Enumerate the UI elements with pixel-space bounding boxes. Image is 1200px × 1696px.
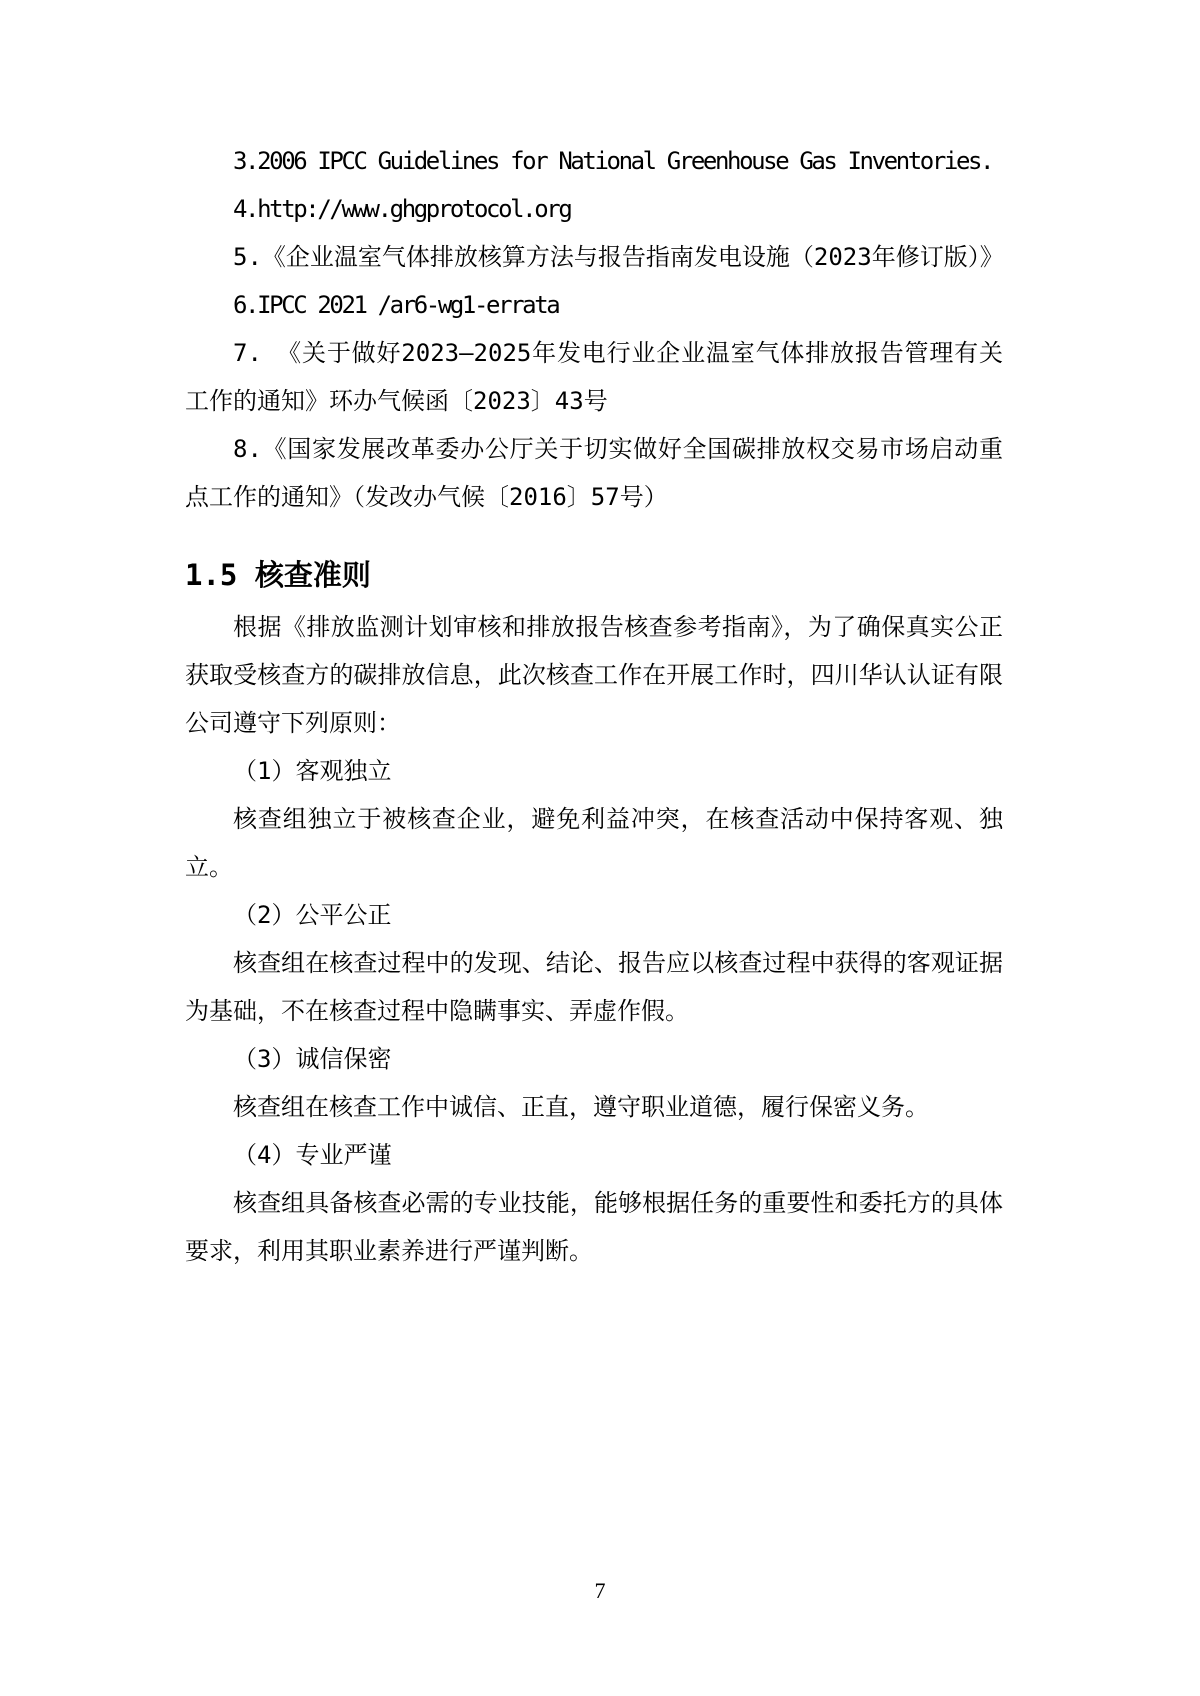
reference-item-6: 6.IPCC 2021 /ar6-wg1-errata: [233, 291, 559, 319]
reference-item-8: 8.《国家发展改革委办公厅关于切实做好全国碳排放权交易市场启动重点工作的通知》（发改办气候〔2016〕57号）: [185, 435, 1003, 511]
section-intro-paragraph: 根据《排放监测计划审核和排放报告核查参考指南》，为了确保真实公正获取受核查方的碳排放信息，此次核查工作在开展工作时，四川华认认证有限公司遵守下列原则：: [185, 613, 1003, 737]
reference-item-3: 3.2006 IPCC Guidelines for National Greenhouse Gas Inventories.: [233, 147, 993, 175]
reference-item-5: 5.《企业温室气体排放核算方法与报告指南发电设施（2023年修订版）》: [233, 243, 1004, 271]
principle-3-body: 核查组在核查工作中诚信、正直，遵守职业道德，履行保密义务。: [233, 1093, 929, 1121]
principle-3-title: （3）诚信保密: [233, 1045, 392, 1073]
page-number: 7: [594, 1578, 606, 1603]
reference-item-7: 7. 《关于做好2023—2025年发电行业企业温室气体排放报告管理有关工作的通知》环办气候函〔2023〕43号: [185, 339, 1003, 415]
page-content: [185, 137, 1003, 1275]
principle-2-title: （2）公平公正: [233, 901, 392, 929]
principle-1-body: 核查组独立于被核查企业，避免利益冲突，在核查活动中保持客观、独立。: [185, 805, 1003, 881]
principle-4-title: （4）专业严谨: [233, 1141, 392, 1169]
reference-item-4: 4.http://www.ghgprotocol.org: [233, 195, 571, 223]
section-heading: 1.5 核查准则: [185, 558, 371, 592]
principle-1-title: （1）客观独立: [233, 757, 392, 785]
principle-2-body: 核查组在核查过程中的发现、结论、报告应以核查过程中获得的客观证据为基础，不在核查过程中隐瞒事实、弄虚作假。: [185, 949, 1003, 1025]
principle-4-body: 核查组具备核查必需的专业技能，能够根据任务的重要性和委托方的具体要求，利用其职业素养进行严谨判断。: [185, 1189, 1003, 1265]
